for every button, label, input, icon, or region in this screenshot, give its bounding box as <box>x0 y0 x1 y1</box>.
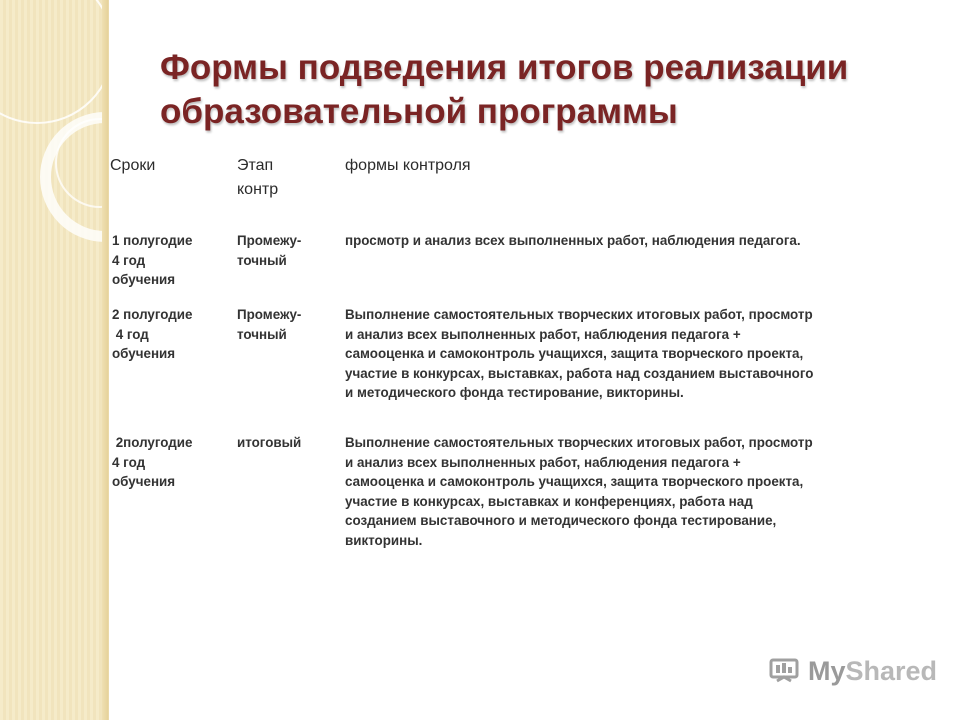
header-stage-line-1: Этап <box>237 157 274 174</box>
row-1-stage: Промежу- точный <box>237 233 302 268</box>
row-2-term: 2 полугодие 4 год обучения <box>112 307 193 361</box>
slide-title <box>160 46 920 134</box>
row-1-term: 1 полугодие 4 год обучения <box>112 233 193 287</box>
watermark-brand-main: My <box>808 655 846 686</box>
row-3-stage: итоговый <box>237 435 302 450</box>
row-3-term: 2полугодие 4 год обучения <box>112 435 193 489</box>
title-line-2: образовательной программы <box>160 92 678 131</box>
row-1-forms: просмотр и анализ всех выполненных работ, наблюдения педагога. <box>345 233 801 248</box>
header-terms: Сроки <box>110 157 156 174</box>
row-2-stage: Промежу- точный <box>237 307 302 342</box>
side-panel-edge <box>102 0 108 720</box>
decorative-side-panel <box>0 0 109 720</box>
row-2-forms: Выполнение самостоятельных творческих итоговых работ, просмотр и анализ всех выполненных работ, наблюдения педагога + самооценка и самоконтроль учащихся, защита творческого проекта, участие в конкурсах, выставках, работа над созданием выставочного и методического фонда тестирование, викторины. <box>345 307 814 400</box>
myshared-watermark <box>768 654 937 688</box>
header-stage <box>237 154 278 202</box>
header-stage-line-2: контр <box>237 181 279 198</box>
watermark-brand-sub: Shared <box>845 655 938 686</box>
myshared-logo-icon <box>768 654 802 688</box>
decorative-circle-large <box>0 0 109 124</box>
title-line-1: Формы подведения итогов реализации <box>160 48 849 87</box>
row-3-forms: Выполнение самостоятельных творческих итоговых работ, просмотр и анализ всех выполненных работ, наблюдения педагога + самооценка и самоконтроль учащихся, защита творческого проекта, участие в конкурсах, выставках и конференциях, работа над созданием выставочного и методического фонда тестирование, викторины. <box>345 435 813 548</box>
header-forms: формы контроля <box>345 157 471 174</box>
